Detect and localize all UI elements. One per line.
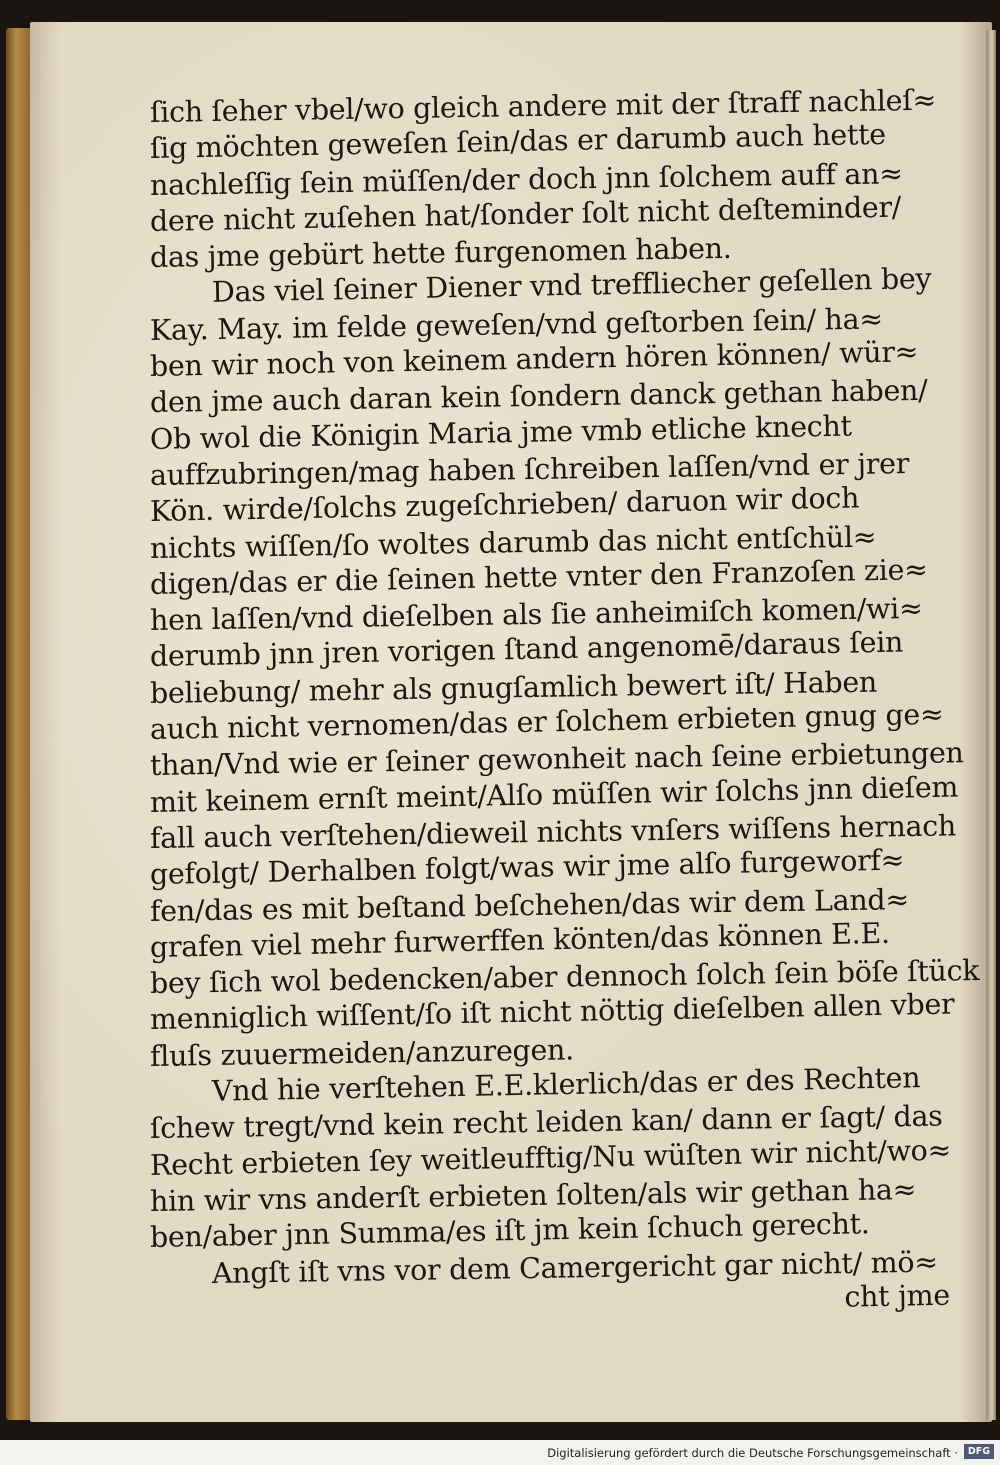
text-line: bey ſich wol bedencken/aber dennoch ſolch ſein böſe ſtück: [149, 954, 980, 1001]
text-line: dere nicht zuſehen hat/ſonder ſolt nicht deſteminder/: [149, 190, 902, 238]
text-line: hin wir vns anderſt erbieten ſolten/als wir gethan ha≈: [149, 1172, 917, 1218]
paragraph-start-line: Das viel ſeiner Diener vnd treffliecher geſellen bey: [211, 262, 932, 310]
text-line: grafen viel mehr furwerffen könten/das können E.E.: [149, 916, 890, 964]
text-line: Ob wol die Königin Maria jme vmb etliche knecht: [149, 409, 852, 456]
dfg-logo: DFG: [964, 1444, 994, 1459]
text-line: nachleſſig ſein müſſen/der doch jnn ſolchem auff an≈: [149, 156, 903, 202]
paragraph-start-line: Vnd hie verſtehen E.E.klerlich/das er des Rechten: [211, 1061, 921, 1108]
text-line: hen laſſen/vnd dieſelben als ſie anheimiſch komen/wi≈: [149, 592, 923, 638]
catchword: cht jme: [844, 1278, 951, 1314]
text-line: Kön. wirde/ſolchs zugeſchrieben/ daruon wir doch: [149, 481, 860, 529]
text-line: fen/das es mit beſtand beſchehen/das wir dem Land≈: [149, 882, 910, 928]
text-line: fluſs zuuermeiden/anzuregen.: [149, 1033, 575, 1073]
text-line: das jme gebürt hette furgenomen haben.: [149, 232, 732, 275]
text-line: mit keinem ernſt meint/Alſo müſſen wir ſolchs jnn dieſem: [149, 770, 959, 819]
text-line: than/Vnd wie er ſeiner gewonheit nach ſeine erbietungen: [149, 736, 964, 783]
text-line: beliebung/ mehr als gnugſamlich bewert iſt/ Haben: [149, 665, 878, 710]
text-line: gefolgt/ Derhalben folgt/was wir jme alſo furgeworf≈: [149, 843, 905, 892]
text-line: derumb jnn jren vorigen ſtand angenomē/daraus ſein: [149, 625, 904, 674]
text-line: den jme auch daran kein ſondern danck gethan haben/: [149, 374, 928, 420]
text-line: Kay. May. im felde geweſen/vnd geſtorben ſein/ ha≈: [149, 302, 884, 347]
text-line: Recht erbieten ſey weitleufftig/Nu wüſten wir nicht/wo≈: [149, 1133, 952, 1182]
text-line: ſich ſeher vbel/wo gleich andere mit der ſtraff nachleſ≈: [149, 83, 937, 129]
text-line: auffzubringen/mag haben ſchreiben laſſen/vnd er jrer: [149, 447, 910, 492]
text-line: fall auch verſtehen/dieweil nichts vnſers wiſſens hernach: [149, 809, 957, 855]
text-line: ben/aber jnn Summa/es iſt jm kein ſchuch gerecht.: [149, 1207, 870, 1255]
text-line: auch nicht vernomen/das er ſolchem erbieten gnug ge≈: [149, 697, 944, 747]
text-line: menniglich wiſſent/ſo iſt nicht nöttig dieſelben allen vber: [149, 987, 955, 1037]
text-line: digen/das er die ſeinen hette vnter den Franzoſen zie≈: [149, 552, 928, 601]
text-line: ſchew tregt/vnd kein recht leiden kan/ dann er ſagt/ das: [149, 1099, 943, 1146]
funding-credit: Digitalisierung gefördert durch die Deutsche Forschungsgemeinschaft ·: [547, 1446, 958, 1460]
text-line: ben wir noch von keinem andern hören können/ wür≈: [149, 335, 919, 384]
page-edge: [986, 30, 996, 1420]
paragraph-start-line: Angſt iſt vns vor dem Camergericht gar nicht/ mö≈: [211, 1245, 939, 1290]
footer-bar: [0, 1440, 1000, 1465]
text-line: nichts wiſſen/ſo woltes darumb das nicht entſchül≈: [149, 520, 877, 565]
page-text: [149, 83, 980, 1329]
text-line: ſig möchten geweſen ſein/das er darumb auch hette: [149, 118, 887, 166]
book-spine-edge: [6, 28, 32, 1420]
